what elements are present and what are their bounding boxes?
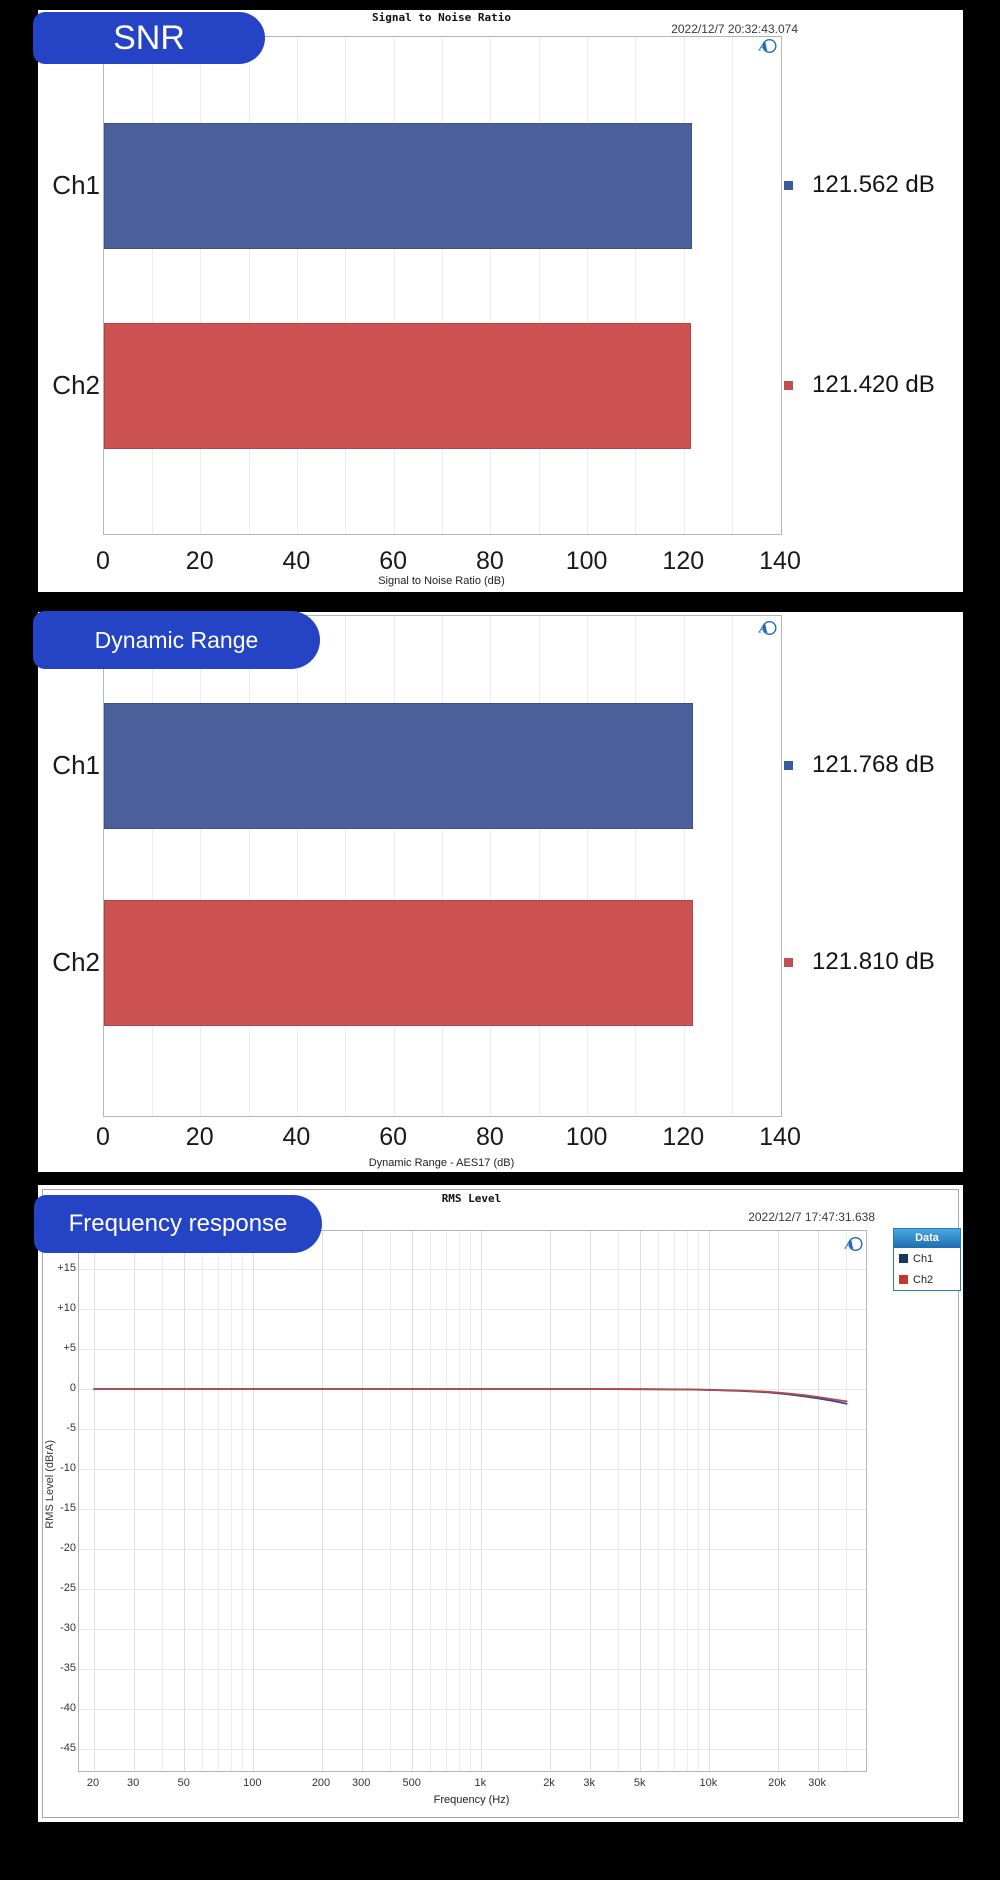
x-tick-label: 80 [475,547,504,575]
gridline [442,37,443,534]
gridline [539,37,540,534]
x-tick-label: 300 [351,1777,371,1789]
frequency-response-ribbon-label: Frequency response [68,1210,288,1237]
dynamic-range-axis-caption: Dynamic Range - AES17 (dB) [368,1157,515,1169]
gridline [587,37,588,534]
legend-swatch-ch1 [899,1254,908,1263]
audio-precision-logo-icon [844,1236,863,1257]
gridline [732,616,733,1116]
legend-swatch-ch2 [899,1275,908,1284]
value-marker-ch1 [784,181,793,190]
x-tick-label: 1k [474,1777,487,1789]
y-tick-label: 0 [69,1382,76,1394]
value-label-ch1: 121.768 dB [812,751,935,778]
rms-level-plot [78,1230,867,1772]
row-label-ch1: Ch1 [52,170,100,200]
x-tick-label: 100 [565,1123,608,1151]
gridline [345,616,346,1116]
x-tick-label: 0 [96,1123,110,1151]
gridline [587,616,588,1116]
gridline [539,616,540,1116]
bar-ch2 [104,900,693,1026]
gridline [394,616,395,1116]
y-axis-label: RMS Level (dBrA) [44,1440,56,1529]
x-tick-label: 0 [96,547,110,575]
x-tick-label: 100 [565,547,608,575]
bar-ch2 [104,323,691,449]
gridline [249,616,250,1116]
x-tick-label: 20 [86,1777,100,1789]
y-tick-label: -20 [60,1542,76,1554]
x-tick-label: 80 [475,1123,504,1151]
gridline [297,37,298,534]
gridline [152,37,153,534]
x-tick-label: 20 [185,1123,214,1151]
snr-panel [38,10,963,592]
x-tick-label: 2k [543,1777,555,1789]
x-tick-label: 200 [311,1777,331,1789]
frequency-response-panel [38,1185,963,1822]
audio-precision-logo-icon [758,38,777,59]
x-tick-label: 30 [127,1777,140,1789]
svg-text:A: A [759,621,769,636]
row-label-ch2: Ch2 [52,947,100,977]
x-tick-label: 140 [759,1123,801,1151]
snr-chart-title: Signal to Noise Ratio [371,11,512,24]
y-tick-label: -15 [60,1502,76,1514]
legend-item-ch1 [894,1248,960,1269]
dynamic-range-panel [38,612,963,1172]
rms-timestamp: 2022/12/7 17:47:31.638 [748,1210,875,1224]
gridline [635,37,636,534]
dynamic-range-ribbon-label: Dynamic Range [94,626,259,653]
legend-item-ch2 [894,1269,960,1290]
curve-ch2 [94,1389,847,1401]
data-legend [893,1228,961,1291]
audio-precision-logo-icon [758,620,777,641]
snr-ribbon [33,12,265,64]
snr-plot [103,36,782,535]
dynamic-range-plot [103,615,782,1117]
legend-label: Ch2 [913,1273,934,1286]
gridline [152,616,153,1116]
x-tick-label: 120 [662,1123,705,1151]
snr-ribbon-label: SNR [113,18,185,57]
y-tick-label: -40 [60,1702,76,1714]
frequency-response-ribbon [34,1195,322,1253]
x-tick-label: 10k [699,1777,718,1789]
gridline [684,616,685,1116]
gridline [249,37,250,534]
x-tick-label: 20k [768,1777,786,1789]
gridline [490,37,491,534]
svg-text:A: A [845,1237,855,1252]
snr-axis-caption: Signal to Noise Ratio (dB) [378,575,505,587]
legend-header: Data [894,1229,960,1248]
dynamic-range-ribbon [33,611,320,669]
svg-text:A: A [759,39,769,54]
value-label-ch2: 121.810 dB [812,948,935,975]
x-tick-label: 140 [759,547,801,575]
x-tick-label: 120 [662,547,705,575]
bar-ch1 [104,703,693,829]
y-tick-label: +5 [63,1342,76,1354]
x-tick-label: 40 [282,547,311,575]
gridline [635,616,636,1116]
bar-ch1 [104,123,692,249]
y-tick-label: -10 [60,1462,76,1474]
row-label-ch2: Ch2 [52,370,100,400]
row-label-ch1: Ch1 [52,750,100,780]
x-tick-label: 20 [185,547,214,575]
gridline [490,616,491,1116]
x-axis-label: Frequency (Hz) [433,1794,510,1806]
x-tick-label: 40 [282,1123,311,1151]
x-tick-label: 500 [402,1777,421,1789]
x-tick-label: 50 [177,1777,190,1789]
gridline [200,616,201,1116]
y-tick-label: +10 [57,1302,76,1314]
y-tick-label: +15 [57,1262,76,1274]
value-marker-ch2 [784,381,793,390]
gridline [442,616,443,1116]
x-tick-label: 30k [808,1777,827,1789]
value-marker-ch1 [784,761,793,770]
x-tick-label: 100 [243,1777,262,1789]
legend-label: Ch1 [913,1252,934,1265]
x-tick-label: 3k [583,1777,595,1789]
gridline [684,37,685,534]
gridline [732,37,733,534]
response-curves [79,1231,866,1771]
x-tick-label: 60 [379,1123,408,1151]
value-label-ch1: 121.562 dB [812,171,935,198]
gridline [394,37,395,534]
y-tick-label: -5 [66,1422,76,1434]
value-marker-ch2 [784,958,793,967]
value-label-ch2: 121.420 dB [812,371,935,398]
gridline [345,37,346,534]
x-tick-label: 60 [379,547,408,575]
x-tick-label: 5k [633,1777,646,1789]
y-tick-label: -35 [60,1662,76,1674]
y-tick-label: -30 [60,1622,76,1634]
gridline [297,616,298,1116]
gridline [200,37,201,534]
y-tick-label: -45 [60,1742,76,1754]
rms-level-chart-title: RMS Level [441,1192,502,1205]
y-tick-label: -25 [60,1582,76,1594]
snr-timestamp: 2022/12/7 20:32:43.074 [671,22,798,36]
